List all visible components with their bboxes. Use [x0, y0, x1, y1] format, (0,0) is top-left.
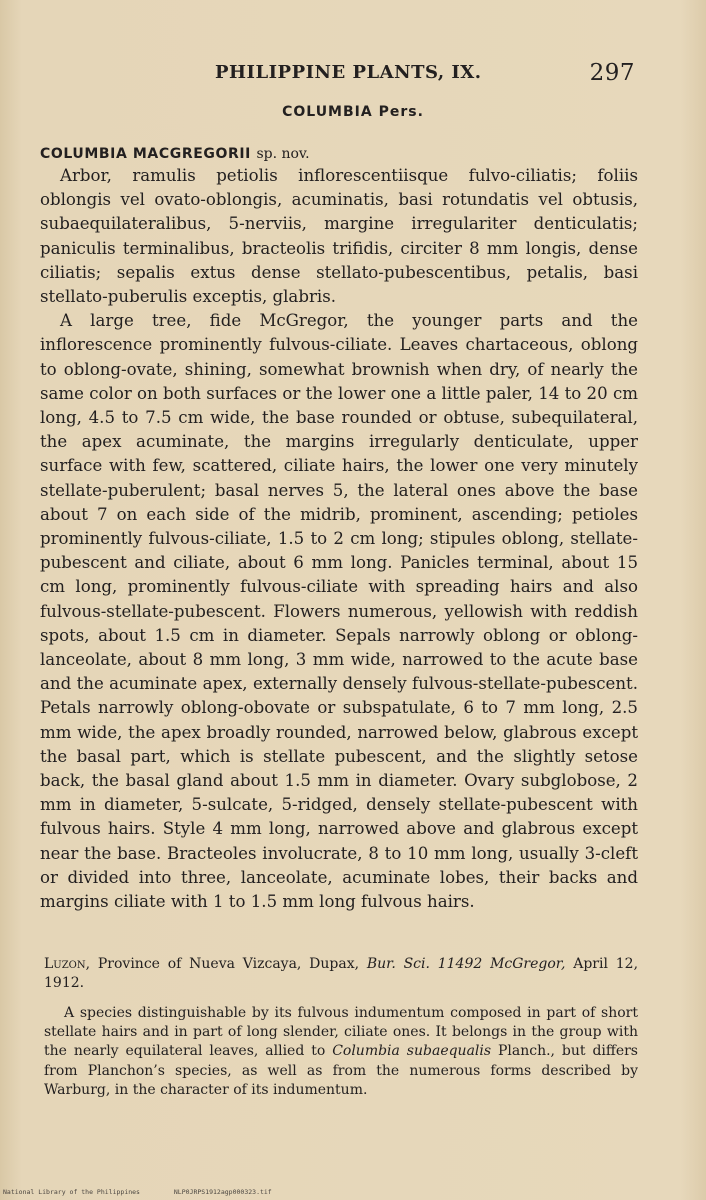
- scan-footer: [3, 1188, 703, 1196]
- footer-file: NLP0JRPS1912agp000323.tif: [173, 1188, 272, 1196]
- note-text-2: Planch., but differs from Planchon’s species, as well as from the numerous forms described by Warburg, in the character of its indumentum.: [44, 1043, 638, 1098]
- allied-species: Columbia subaequalis: [332, 1043, 492, 1060]
- latin-diagnosis: Arbor, ramulis petiolis inflorescentiisque fulvo-ciliatis; foliis oblongis vel ovato-oblongis, acuminatis, basi rotundatis vel obtusis, subaequilateralibus, 5-nerviis, margine irregulariter denticulatis; paniculis terminalibus, bracteolis trifidis, circiter 8 mm longis, dense ciliatis; sepalis extus dense stellato-pubescentibus, petalis, basi stellato-puberulis exceptis, glabris.: [40, 166, 638, 307]
- running-head-title: PHILIPPINE PLANTS, IX.: [215, 62, 482, 83]
- specimen-date: April 12, 1912.: [44, 956, 639, 991]
- specimen-locality: , Province of Nueva Vizcaya, Dupax,: [85, 956, 367, 972]
- species-heading: [40, 146, 310, 162]
- running-head: [215, 60, 635, 86]
- species-status: sp. nov.: [256, 146, 310, 162]
- footer-library: National Library of the Philippines: [3, 1188, 140, 1196]
- note-text-1: A species distinguishable by its fulvous indumentum composed in part of short stellate hairs and in part of long slender, ciliate ones. It belongs in the group with the nearly equilateral leaves, allied to: [44, 1005, 638, 1060]
- page-number: 297: [589, 60, 635, 86]
- species-name: COLUMBIA MACGREGORII: [40, 146, 251, 162]
- english-description: A large tree, fide McGregor, the younger parts and the inflorescence prominently fulvous-ciliate. Leaves chartaceous, oblong to oblong-ovate, shining, somewhat brownish when dry, of nearly the same color on both surfaces or the lower one a little paler, 14 to 20 cm long, 4.5 to 7.5 cm wide, the base rounded or obtuse, subequilateral, the apex acuminate, the margins irregularly denticulate, upper surface with few, scattered, ciliate hairs, the lower one very minutely stellate-puberulent; basal nerves 5, the lateral ones above the base about 7 on each side of the midrib, prominent, ascending; petioles prominently fulvous-ciliate, 1.5 to 2 cm long; stipules oblong, stellate-pubescent and ciliate, about 6 mm long. Panicles terminal, about 15 cm long, prominently fulvous-ciliate with spreading hairs and also fulvous-stellate-pubescent. Flowers numerous, yellowish with reddish spots, about 1.5 cm in diameter. Sepals narrowly oblong or oblong-lanceolate, about 8 mm long, 3 mm wide, narrowed to the acute base and the acuminate apex, externally densely fulvous-stellate-pubescent. Petals narrowly oblong-obovate or subspatulate, 6 to 7 mm long, 2.5 mm wide, the apex broadly rounded, narrowed below, glabrous except the basal part, which is stellate pubescent, and the slightly setose back, the basal gland about 1.5 mm in diameter. Ovary subglobose, 2 mm in diameter, 5-sulcate, 5-ridged, densely stellate-pubescent with fulvous hairs. Style 4 mm long, narrowed above and glabrous except near the base. Bracteoles involucrate, 8 to 10 mm long, usually 3-cleft or divided into three, lanceolate, acuminate lobes, their backs and margins ciliate with 1 to 1.5 mm long fulvous hairs.: [40, 311, 638, 912]
- specimen-collection: Bur. Sci. 11492 McGregor,: [366, 956, 566, 972]
- description-body: [40, 164, 638, 914]
- taxonomic-note: [44, 1004, 638, 1100]
- genus-heading: COLUMBIA Pers.: [282, 104, 424, 120]
- specimen-island: Luzon: [44, 956, 86, 972]
- specimen-citation: [44, 955, 638, 993]
